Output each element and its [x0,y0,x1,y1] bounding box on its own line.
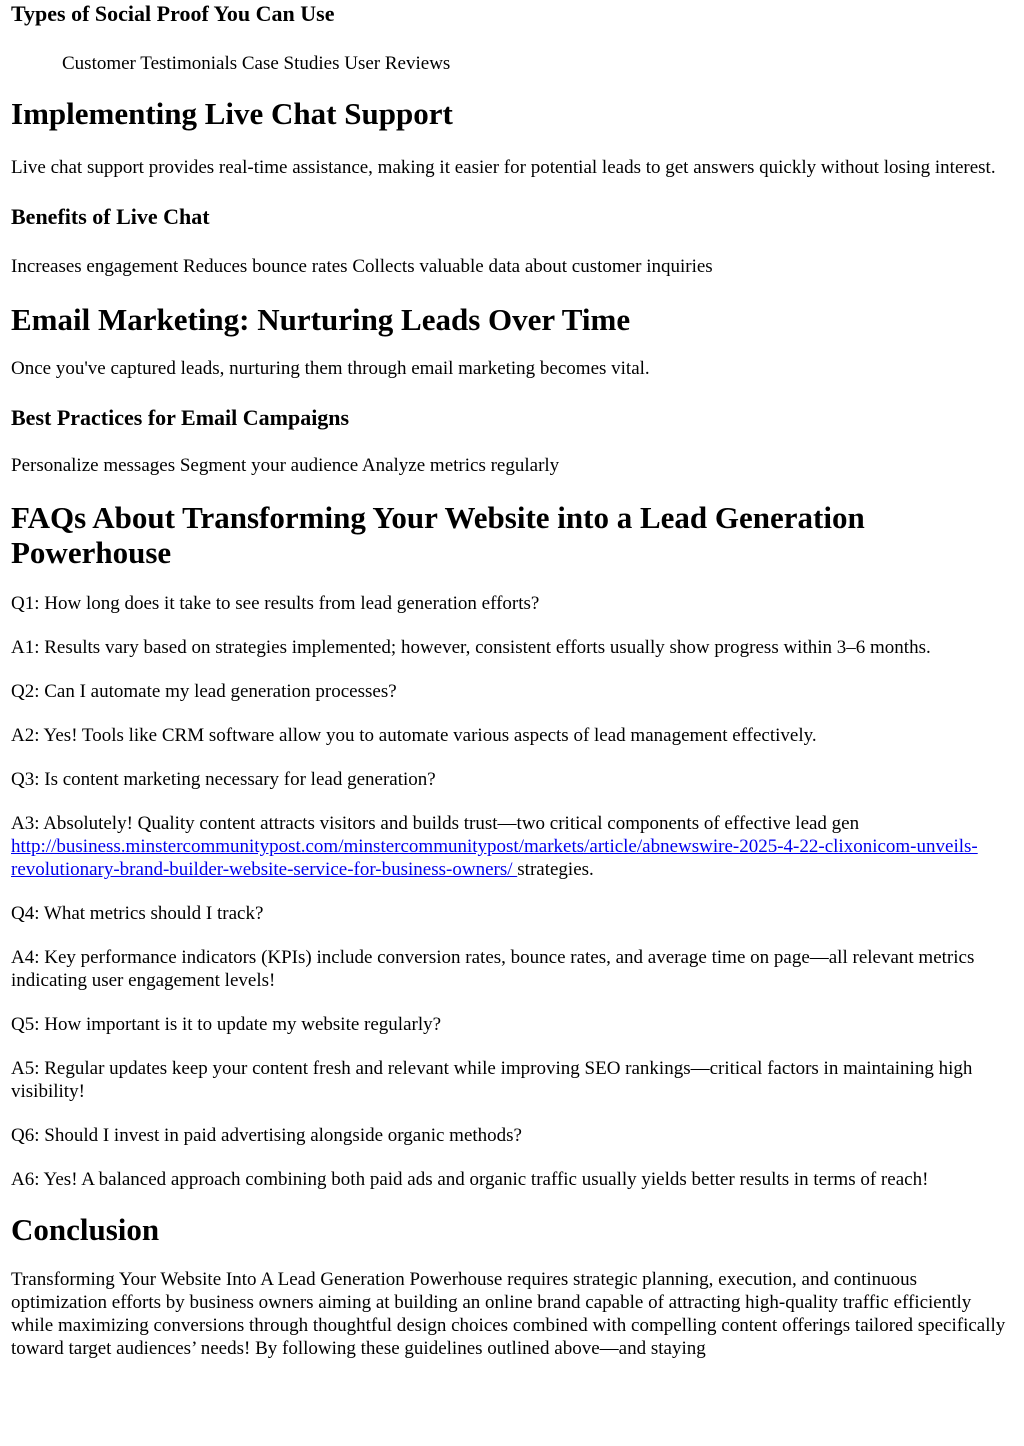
faq-a3 [11,812,1013,881]
faq-q4: Q4: What metrics should I track? [11,903,264,924]
faq-q5: Q5: How important is it to update my website regularly? [11,1014,442,1035]
email-marketing-heading: Email Marketing: Nurturing Leads Over Time [11,302,631,337]
faq-a3-text: A3: Absolutely! Quality content attracts visitors and builds trust—two critical components of effective lead gen [11,813,860,834]
live-chat-benefits-heading: Benefits of Live Chat [11,204,210,229]
email-practices-heading: Best Practices for Email Campaigns [11,405,350,430]
faq-a4: A4: Key performance indicators (KPIs) include conversion rates, bounce rates, and average time on page—all relevant metrics indicating user engagement levels! [11,947,975,991]
email-marketing-intro: Once you've captured leads, nurturing them through email marketing becomes vital. [11,358,650,379]
faq-a1: A1: Results vary based on strategies implemented; however, consistent efforts usually show progress within 3–6 months. [11,637,931,658]
faq-a6: A6: Yes! A balanced approach combining both paid ads and organic traffic usually yields better results in terms of reach! [11,1169,929,1190]
faq-a3-text-end: strategies. [517,859,594,880]
faq-q1: Q1: How long does it take to see results from lead generation efforts? [11,593,540,614]
social-proof-list: Customer Testimonials Case Studies User Reviews [62,53,451,74]
conclusion-text: Transforming Your Website Into A Lead Generation Powerhouse requires strategic planning, execution, and continuous optimization efforts by business owners aiming at building an online brand capable of attracting high-quality traffic efficiently while maximizing conversions through thoughtful design choices combined with compelling content offerings tailored specifically toward target audiences’ needs! By following these guidelines outlined above—and staying [11,1269,1006,1359]
faqs-heading: FAQs About Transforming Your Website into a Lead Generation Powerhouse [11,500,865,570]
live-chat-heading: Implementing Live Chat Support [11,96,453,131]
email-practices-list: Personalize messages Segment your audience Analyze metrics regularly [11,455,560,476]
faq-q3: Q3: Is content marketing necessary for lead generation? [11,769,436,790]
faq-q2: Q2: Can I automate my lead generation processes? [11,681,397,702]
faq-q6: Q6: Should I invest in paid advertising alongside organic methods? [11,1125,522,1146]
article-link[interactable]: http://business.minstercommunitypost.com/minstercommunitypost/markets/article/abnewswire-2025-4-22-clixonicom-unveils-revolutionary-brand-builder-website-service-for-business-owners/ [11,836,978,880]
faq-a2: A2: Yes! Tools like CRM software allow you to automate various aspects of lead management effectively. [11,725,817,746]
faq-a5: A5: Regular updates keep your content fresh and relevant while improving SEO rankings—critical factors in maintaining high visibility! [11,1058,973,1102]
social-proof-heading: Types of Social Proof You Can Use [11,1,335,26]
live-chat-benefits-list: Increases engagement Reduces bounce rates Collects valuable data about customer inquiries [11,256,713,277]
conclusion-heading: Conclusion [11,1212,160,1247]
live-chat-intro: Live chat support provides real-time assistance, making it easier for potential leads to get answers quickly without losing interest. [11,157,996,178]
